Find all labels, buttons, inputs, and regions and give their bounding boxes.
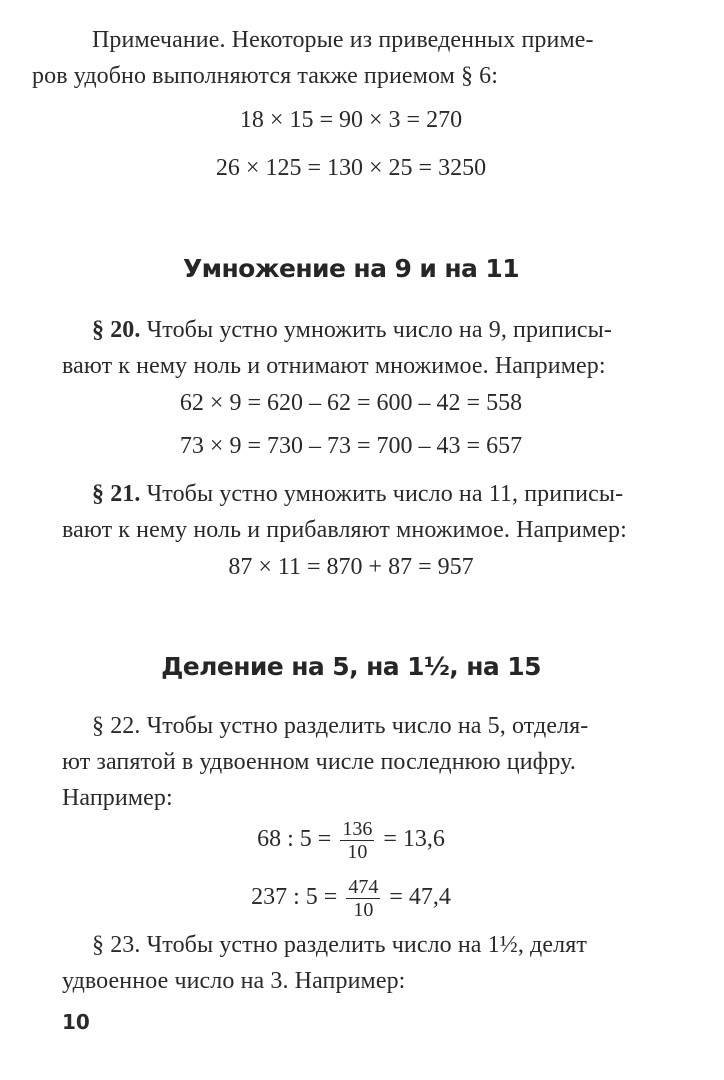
note-example-2: 26 × 125 = 130 × 25 = 3250 [215, 155, 487, 181]
s22-ex1-left: 68 : 5 = [257, 826, 332, 853]
s22-example-1 [62, 818, 640, 863]
s22-line-1: Чтобы устно разделить число на 5, отделя- [146, 713, 589, 739]
section-heading-division: Деление на 5, на 1½, на 15 [161, 652, 541, 681]
s22-ex1-fraction [340, 818, 374, 863]
s21-line-2: вают к нему ноль и прибавляют множимое. Например: [62, 517, 627, 543]
s22-ex1-denominator: 10 [347, 841, 368, 863]
s22-ex2-right: = 47,4 [389, 884, 451, 911]
s22-line-3: Например: [62, 785, 173, 811]
paragraph-s21 [62, 476, 640, 548]
s20-line-1: Чтобы устно умножить число на 9, приписы- [146, 317, 612, 343]
s23-line-2: удвоенное число на 3. Например: [62, 968, 406, 994]
s22-ex1-right: = 13,6 [383, 826, 445, 853]
paragraph-s20 [62, 312, 640, 384]
s22-ex1-numerator: 136 [342, 818, 373, 840]
note-paragraph [32, 22, 640, 94]
paragraph-s23 [62, 927, 640, 999]
note-line-2: ров удобно выполняются также приемом § 6: [32, 63, 499, 89]
note-example-1: 18 × 15 = 90 × 3 = 270 [239, 107, 463, 133]
s22-line-2: ют запятой в удвоенном числе последнюю цифру. [62, 749, 576, 775]
paragraph-s22 [62, 708, 640, 816]
s21-line-1: Чтобы устно умножить число на 11, приписы- [146, 481, 624, 507]
section-number-22: § 22. [92, 713, 141, 739]
s20-example-1: 62 × 9 = 620 – 62 = 600 – 42 = 558 [179, 390, 523, 416]
s21-example-1: 87 × 11 = 870 + 87 = 957 [228, 554, 474, 580]
section-number-21: § 21. [92, 481, 141, 507]
section-heading-multiplication: Умножение на 9 и на 11 [182, 254, 520, 283]
s22-ex2-numerator: 474 [348, 876, 379, 898]
s20-line-2: вают к нему ноль и отнимают множимое. Например: [62, 353, 606, 379]
s22-ex2-denominator: 10 [353, 899, 374, 921]
section-number-20: § 20. [92, 317, 141, 343]
page-number: 10 [62, 1010, 90, 1034]
s22-ex2-fraction [346, 876, 380, 921]
s20-example-2: 73 × 9 = 730 – 73 = 700 – 43 = 657 [179, 433, 523, 459]
s22-example-2 [62, 876, 640, 921]
s22-ex2-left: 237 : 5 = [251, 884, 338, 911]
note-line-1: Примечание. Некоторые из приведенных приме- [92, 27, 594, 53]
s23-line-1: Чтобы устно разделить число на 1½, делят [146, 932, 587, 958]
section-number-23: § 23. [92, 932, 141, 958]
